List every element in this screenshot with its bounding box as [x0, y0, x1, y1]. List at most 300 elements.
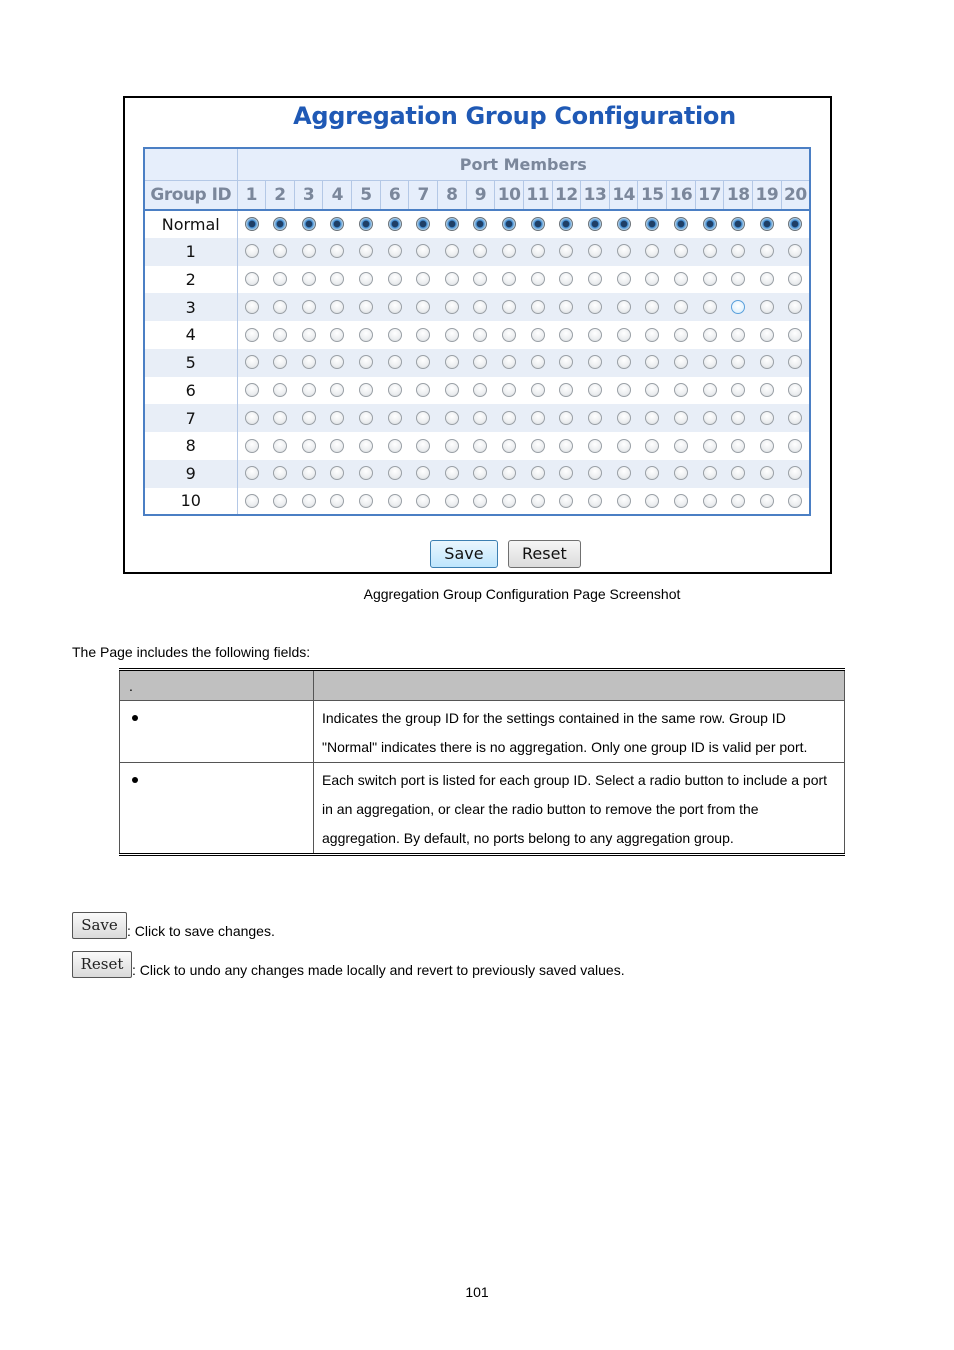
port-radio-button[interactable]	[531, 300, 545, 314]
port-radio-button[interactable]	[731, 411, 745, 425]
port-radio-button[interactable]	[645, 328, 659, 342]
group-id-cell: 6	[144, 377, 237, 405]
radio-cell	[753, 238, 782, 266]
port-radio-button[interactable]	[502, 244, 516, 258]
port-radio-button[interactable]	[703, 383, 717, 397]
radio-cell	[581, 210, 610, 238]
port-radio-button[interactable]	[645, 355, 659, 369]
radio-cell	[781, 377, 810, 405]
port-radio-button[interactable]	[359, 272, 373, 286]
port-radio-button[interactable]	[674, 244, 688, 258]
port-radio-button[interactable]	[760, 328, 774, 342]
radio-cell	[437, 432, 466, 460]
port-radio-button[interactable]	[760, 272, 774, 286]
port-radio-button[interactable]	[416, 355, 430, 369]
port-radio-button[interactable]	[531, 383, 545, 397]
port-radio-button[interactable]	[416, 328, 430, 342]
port-radio-button[interactable]	[760, 439, 774, 453]
port-radio-button[interactable]	[416, 300, 430, 314]
port-radio-button[interactable]	[760, 494, 774, 508]
port-radio-button[interactable]	[388, 411, 402, 425]
port-radio-button[interactable]	[473, 272, 487, 286]
port-radio-button[interactable]	[445, 411, 459, 425]
port-radio-button[interactable]	[674, 466, 688, 480]
port-radio-button[interactable]	[731, 328, 745, 342]
port-radio-button[interactable]	[302, 383, 316, 397]
radio-cell	[523, 460, 552, 488]
radio-cell	[581, 460, 610, 488]
radio-cell	[552, 377, 581, 405]
port-radio-button[interactable]	[703, 272, 717, 286]
port-radio-button[interactable]	[531, 466, 545, 480]
port-radio-button[interactable]	[245, 328, 259, 342]
port-radio-button[interactable]	[330, 383, 344, 397]
port-radio-button[interactable]	[760, 244, 774, 258]
group-id-cell: 9	[144, 460, 237, 488]
port-radio-button[interactable]	[531, 411, 545, 425]
port-radio-button[interactable]	[588, 411, 602, 425]
port-radio-button[interactable]	[645, 244, 659, 258]
radio-cell	[266, 266, 295, 294]
port-radio-button[interactable]	[788, 383, 802, 397]
group-id-cell: 10	[144, 488, 237, 516]
port-radio-button[interactable]	[502, 411, 516, 425]
port-radio-button[interactable]	[302, 272, 316, 286]
port-radio-button[interactable]	[273, 300, 287, 314]
port-header: 5	[352, 180, 381, 210]
radio-cell	[294, 460, 323, 488]
port-radio-button[interactable]	[760, 300, 774, 314]
radio-cell	[753, 210, 782, 238]
port-radio-button[interactable]	[731, 217, 745, 231]
port-radio-button[interactable]	[559, 494, 573, 508]
port-radio-button[interactable]	[388, 466, 402, 480]
radio-cell	[724, 266, 753, 294]
port-radio-button[interactable]	[531, 494, 545, 508]
port-radio-button[interactable]	[559, 300, 573, 314]
radio-cell	[667, 293, 696, 321]
radio-cell	[409, 488, 438, 516]
port-radio-button[interactable]	[674, 494, 688, 508]
radio-cell	[352, 210, 381, 238]
port-radio-button[interactable]	[703, 300, 717, 314]
port-radio-button[interactable]	[502, 355, 516, 369]
port-radio-button[interactable]	[502, 383, 516, 397]
radio-cell	[266, 293, 295, 321]
radio-cell	[523, 321, 552, 349]
port-radio-button[interactable]	[531, 328, 545, 342]
port-header: 3	[294, 180, 323, 210]
field-row	[120, 701, 845, 763]
port-radio-button[interactable]	[473, 383, 487, 397]
radio-cell	[409, 238, 438, 266]
port-radio-button[interactable]	[731, 272, 745, 286]
port-radio-button[interactable]	[588, 244, 602, 258]
port-radio-button[interactable]	[674, 217, 688, 231]
port-radio-button[interactable]	[703, 439, 717, 453]
radio-cell	[237, 293, 266, 321]
port-radio-button[interactable]	[388, 439, 402, 453]
port-radio-button[interactable]	[245, 300, 259, 314]
port-radio-button[interactable]	[674, 439, 688, 453]
field-description-cell	[314, 763, 845, 855]
radio-cell	[667, 432, 696, 460]
port-radio-button[interactable]	[760, 383, 774, 397]
port-radio-button[interactable]	[473, 244, 487, 258]
port-radio-button[interactable]	[445, 439, 459, 453]
port-radio-button[interactable]	[473, 439, 487, 453]
port-radio-button[interactable]	[588, 383, 602, 397]
port-radio-button[interactable]	[617, 217, 631, 231]
port-radio-button[interactable]	[416, 411, 430, 425]
port-radio-button[interactable]	[273, 217, 287, 231]
port-radio-button[interactable]	[416, 494, 430, 508]
port-radio-button[interactable]	[502, 466, 516, 480]
port-header: 15	[638, 180, 667, 210]
port-radio-button[interactable]	[245, 383, 259, 397]
radio-cell	[323, 404, 352, 432]
port-radio-button[interactable]	[273, 244, 287, 258]
port-radio-button[interactable]	[731, 244, 745, 258]
port-radio-button[interactable]	[473, 300, 487, 314]
radio-cell	[552, 488, 581, 516]
port-radio-button[interactable]	[588, 217, 602, 231]
port-radio-button[interactable]	[330, 328, 344, 342]
radio-cell	[495, 432, 524, 460]
port-radio-button[interactable]	[788, 272, 802, 286]
port-radio-button[interactable]	[330, 439, 344, 453]
port-radio-button[interactable]	[559, 217, 573, 231]
port-radio-button[interactable]	[588, 355, 602, 369]
port-radio-button[interactable]	[502, 439, 516, 453]
radio-cell	[581, 404, 610, 432]
port-radio-button[interactable]	[531, 272, 545, 286]
port-radio-button[interactable]	[788, 328, 802, 342]
port-radio-button[interactable]	[388, 328, 402, 342]
port-radio-button[interactable]	[502, 328, 516, 342]
description-line: Each switch port is listed for each group ID. Select a radio button to include a port	[322, 772, 828, 788]
port-radio-button[interactable]	[645, 300, 659, 314]
port-radio-button[interactable]	[359, 411, 373, 425]
port-radio-button[interactable]	[788, 217, 802, 231]
port-radio-button[interactable]	[245, 439, 259, 453]
port-radio-button[interactable]	[617, 466, 631, 480]
radio-cell	[323, 210, 352, 238]
radio-cell	[638, 377, 667, 405]
port-radio-button[interactable]	[788, 244, 802, 258]
port-radio-button[interactable]	[703, 328, 717, 342]
port-radio-button[interactable]	[273, 272, 287, 286]
radio-cell	[294, 404, 323, 432]
port-radio-button[interactable]	[302, 466, 316, 480]
port-radio-button[interactable]	[674, 300, 688, 314]
port-radio-button[interactable]	[645, 383, 659, 397]
port-radio-button[interactable]	[388, 355, 402, 369]
radio-cell	[380, 321, 409, 349]
radio-cell	[237, 266, 266, 294]
port-radio-button[interactable]	[588, 439, 602, 453]
port-radio-button[interactable]	[617, 244, 631, 258]
radio-cell	[323, 432, 352, 460]
port-radio-button[interactable]	[731, 494, 745, 508]
port-radio-button[interactable]	[645, 494, 659, 508]
port-radio-button[interactable]	[359, 217, 373, 231]
port-radio-button[interactable]	[359, 300, 373, 314]
description-line: in an aggregation, or clear the radio button to remove the port from the	[322, 801, 759, 817]
port-radio-button[interactable]	[330, 355, 344, 369]
port-radio-button[interactable]	[617, 328, 631, 342]
port-radio-button[interactable]	[273, 466, 287, 480]
radio-cell	[523, 377, 552, 405]
port-radio-button[interactable]	[788, 300, 802, 314]
port-radio-button[interactable]	[645, 466, 659, 480]
port-radio-button[interactable]	[788, 411, 802, 425]
radio-cell	[437, 377, 466, 405]
port-header: 7	[409, 180, 438, 210]
radio-cell	[523, 266, 552, 294]
port-radio-button[interactable]	[416, 244, 430, 258]
port-radio-button[interactable]	[588, 466, 602, 480]
port-radio-button[interactable]	[559, 383, 573, 397]
port-radio-button[interactable]	[559, 272, 573, 286]
radio-cell	[609, 404, 638, 432]
radio-cell	[609, 377, 638, 405]
port-radio-button[interactable]	[273, 328, 287, 342]
port-radio-button[interactable]	[245, 272, 259, 286]
radio-cell	[323, 488, 352, 516]
port-radio-button[interactable]	[473, 466, 487, 480]
radio-cell	[352, 432, 381, 460]
port-radio-button[interactable]	[330, 300, 344, 314]
port-radio-button[interactable]	[559, 244, 573, 258]
port-radio-button[interactable]	[617, 272, 631, 286]
port-radio-button[interactable]	[416, 272, 430, 286]
port-radio-button[interactable]	[330, 466, 344, 480]
port-header: 19	[753, 180, 782, 210]
port-radio-button[interactable]	[674, 383, 688, 397]
port-radio-button[interactable]	[330, 244, 344, 258]
port-radio-button[interactable]	[445, 494, 459, 508]
port-radio-button[interactable]	[273, 355, 287, 369]
port-radio-button[interactable]	[703, 466, 717, 480]
radio-cell	[667, 488, 696, 516]
port-radio-button[interactable]	[559, 328, 573, 342]
port-radio-button[interactable]	[359, 328, 373, 342]
radio-cell	[294, 321, 323, 349]
port-radio-button[interactable]	[473, 217, 487, 231]
port-radio-button[interactable]	[245, 494, 259, 508]
port-radio-button[interactable]	[617, 411, 631, 425]
port-radio-button[interactable]	[330, 411, 344, 425]
port-radio-button[interactable]	[731, 300, 745, 314]
port-radio-button[interactable]	[445, 328, 459, 342]
port-radio-button[interactable]	[416, 217, 430, 231]
port-radio-button[interactable]	[559, 411, 573, 425]
port-radio-button[interactable]	[760, 355, 774, 369]
radio-cell	[495, 210, 524, 238]
port-radio-button[interactable]	[302, 244, 316, 258]
radio-cell	[237, 349, 266, 377]
radio-cell	[781, 404, 810, 432]
port-radio-button[interactable]	[388, 272, 402, 286]
port-radio-button[interactable]	[302, 439, 316, 453]
port-radio-button[interactable]	[445, 244, 459, 258]
radio-cell	[523, 293, 552, 321]
port-radio-button[interactable]	[245, 355, 259, 369]
port-radio-button[interactable]	[445, 272, 459, 286]
port-radio-button[interactable]	[731, 466, 745, 480]
port-radio-button[interactable]	[645, 439, 659, 453]
port-radio-button[interactable]	[273, 383, 287, 397]
port-radio-button[interactable]	[445, 217, 459, 231]
port-radio-button[interactable]	[703, 494, 717, 508]
port-radio-button[interactable]	[273, 494, 287, 508]
description-line: aggregation. By default, no ports belong to any aggregation group.	[322, 830, 734, 846]
port-radio-button[interactable]	[703, 355, 717, 369]
port-radio-button[interactable]	[588, 494, 602, 508]
reset-legend-text: : Click to undo any changes made locally and revert to previously saved values.	[132, 962, 625, 978]
port-radio-button[interactable]	[645, 272, 659, 286]
port-radio-button[interactable]	[703, 244, 717, 258]
port-radio-button[interactable]	[674, 328, 688, 342]
port-radio-button[interactable]	[302, 300, 316, 314]
port-radio-button[interactable]	[388, 244, 402, 258]
radio-cell	[409, 210, 438, 238]
port-radio-button[interactable]	[416, 466, 430, 480]
port-radio-button[interactable]	[703, 217, 717, 231]
radio-cell	[466, 293, 495, 321]
save-button[interactable]: Save	[430, 540, 497, 568]
radio-cell	[495, 377, 524, 405]
port-radio-button[interactable]	[473, 494, 487, 508]
port-radio-button[interactable]	[445, 466, 459, 480]
port-radio-button[interactable]	[760, 466, 774, 480]
port-radio-button[interactable]	[330, 217, 344, 231]
port-radio-button[interactable]	[617, 383, 631, 397]
port-radio-button[interactable]	[760, 217, 774, 231]
port-radio-button[interactable]	[674, 272, 688, 286]
port-radio-button[interactable]	[588, 328, 602, 342]
port-radio-button[interactable]	[445, 300, 459, 314]
port-radio-button[interactable]	[359, 439, 373, 453]
port-radio-button[interactable]	[788, 466, 802, 480]
port-radio-button[interactable]	[473, 328, 487, 342]
port-radio-button[interactable]	[588, 300, 602, 314]
radio-cell	[380, 460, 409, 488]
port-radio-button[interactable]	[245, 411, 259, 425]
port-radio-button[interactable]	[617, 439, 631, 453]
port-radio-button[interactable]	[359, 494, 373, 508]
port-radio-button[interactable]	[330, 272, 344, 286]
port-radio-button[interactable]	[245, 466, 259, 480]
radio-cell	[695, 293, 724, 321]
port-radio-button[interactable]	[302, 494, 316, 508]
radio-cell	[466, 460, 495, 488]
port-radio-button[interactable]	[617, 355, 631, 369]
port-radio-button[interactable]	[330, 494, 344, 508]
port-radio-button[interactable]	[502, 272, 516, 286]
port-radio-button[interactable]	[388, 217, 402, 231]
table-row	[144, 266, 810, 294]
port-radio-button[interactable]	[617, 300, 631, 314]
port-radio-button[interactable]	[588, 272, 602, 286]
port-radio-button[interactable]	[359, 355, 373, 369]
radio-cell	[237, 432, 266, 460]
radio-cell	[237, 488, 266, 516]
port-radio-button[interactable]	[502, 494, 516, 508]
port-radio-button[interactable]	[388, 300, 402, 314]
radio-cell	[437, 238, 466, 266]
port-radio-button[interactable]	[502, 300, 516, 314]
port-radio-button[interactable]	[388, 383, 402, 397]
port-radio-button[interactable]	[674, 411, 688, 425]
port-radio-button[interactable]	[302, 355, 316, 369]
radio-cell	[724, 432, 753, 460]
port-radio-button[interactable]	[245, 244, 259, 258]
port-radio-button[interactable]	[445, 355, 459, 369]
port-radio-button[interactable]	[617, 494, 631, 508]
port-radio-button[interactable]	[531, 439, 545, 453]
port-radio-button[interactable]	[302, 328, 316, 342]
radio-cell	[266, 460, 295, 488]
port-radio-button[interactable]	[302, 411, 316, 425]
port-radio-button[interactable]	[473, 355, 487, 369]
radio-cell	[266, 349, 295, 377]
port-radio-button[interactable]	[388, 494, 402, 508]
port-radio-button[interactable]	[559, 466, 573, 480]
port-radio-button[interactable]	[531, 355, 545, 369]
radio-cell	[753, 321, 782, 349]
port-radio-button[interactable]	[731, 355, 745, 369]
port-radio-button[interactable]	[703, 411, 717, 425]
port-radio-button[interactable]	[273, 439, 287, 453]
radio-cell	[437, 488, 466, 516]
port-radio-button[interactable]	[531, 244, 545, 258]
port-radio-button[interactable]	[559, 355, 573, 369]
port-radio-button[interactable]	[788, 439, 802, 453]
port-radio-button[interactable]	[645, 411, 659, 425]
port-radio-button[interactable]	[416, 383, 430, 397]
port-radio-button[interactable]	[359, 244, 373, 258]
port-radio-button[interactable]	[731, 439, 745, 453]
radio-cell	[237, 377, 266, 405]
port-radio-button[interactable]	[445, 383, 459, 397]
port-radio-button[interactable]	[359, 383, 373, 397]
port-radio-button[interactable]	[731, 383, 745, 397]
radio-cell	[781, 349, 810, 377]
port-radio-button[interactable]	[359, 466, 373, 480]
radio-cell	[638, 266, 667, 294]
radio-cell	[552, 266, 581, 294]
port-radio-button[interactable]	[645, 217, 659, 231]
port-radio-button[interactable]	[559, 439, 573, 453]
radio-cell	[724, 404, 753, 432]
port-radio-button[interactable]	[416, 439, 430, 453]
port-radio-button[interactable]	[273, 411, 287, 425]
bullet-icon	[132, 777, 138, 783]
port-radio-button[interactable]	[788, 494, 802, 508]
reset-button[interactable]: Reset	[508, 540, 581, 568]
port-radio-button[interactable]	[760, 411, 774, 425]
radio-cell	[380, 266, 409, 294]
port-radio-button[interactable]	[473, 411, 487, 425]
port-radio-button[interactable]	[302, 217, 316, 231]
port-radio-button[interactable]	[502, 217, 516, 231]
port-radio-button[interactable]	[674, 355, 688, 369]
port-radio-button[interactable]	[531, 217, 545, 231]
port-radio-button[interactable]	[788, 355, 802, 369]
port-radio-button[interactable]	[245, 217, 259, 231]
